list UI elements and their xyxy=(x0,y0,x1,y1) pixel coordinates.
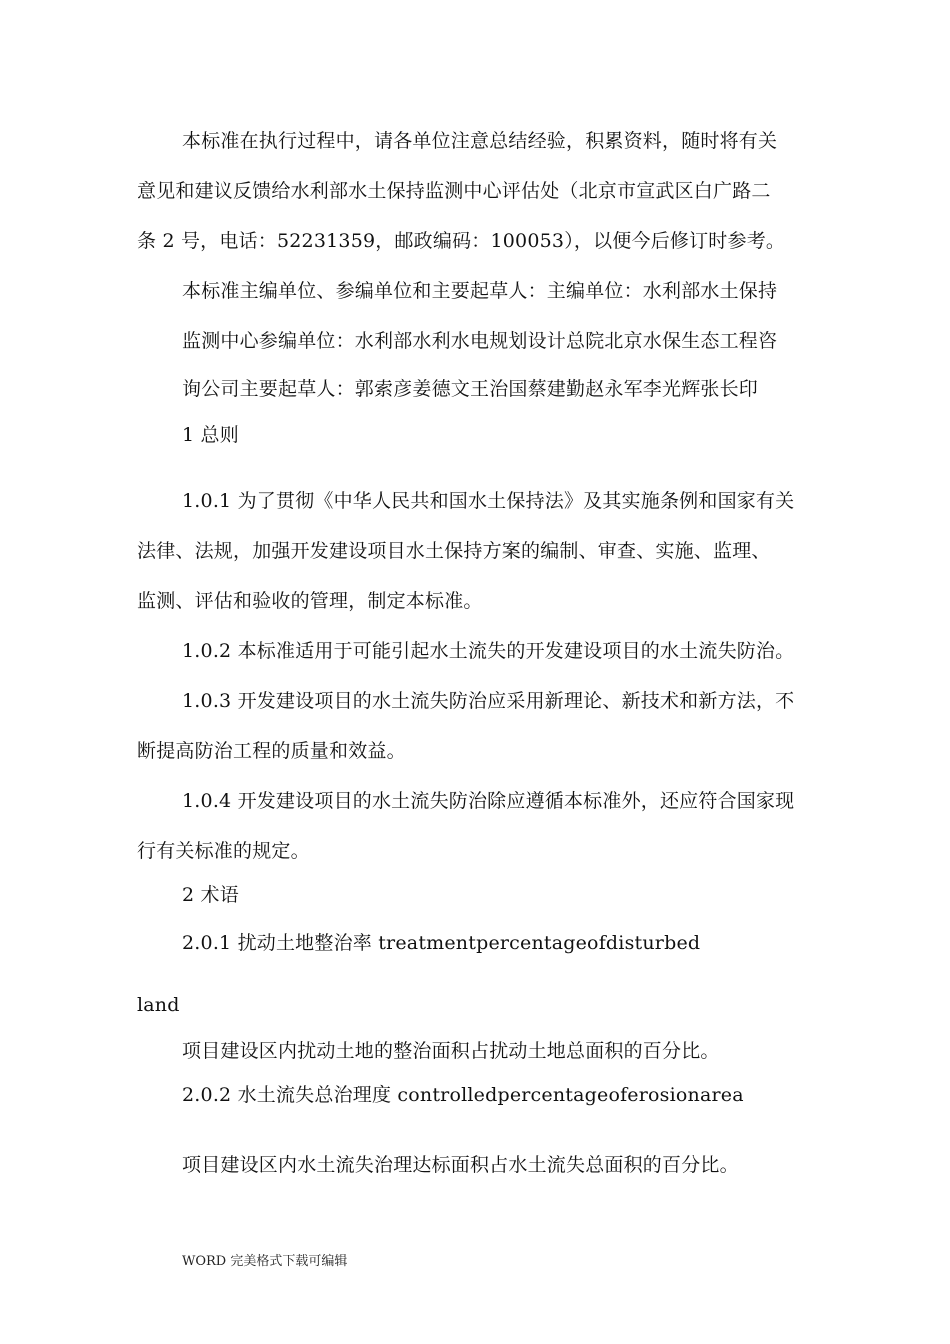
paragraph-line: 监测、评估和验收的管理，制定本标准。 xyxy=(137,590,483,612)
paragraph-line: 断提高防治工程的质量和效益。 xyxy=(137,740,406,762)
paragraph-line: 1.0.1 为了贯彻《中华人民共和国水土保持法》及其实施条例和国家有关 xyxy=(182,490,795,512)
paragraph-line: 项目建设区内水土流失治理达标面积占水土流失总面积的百分比。 xyxy=(182,1154,739,1176)
paragraph-line: 询公司主要起草人：郭索彦姜德文王治国蔡建勤赵永军李光辉张长印 xyxy=(182,378,759,400)
paragraph-line: 1.0.4 开发建设项目的水土流失防治除应遵循本标准外，还应符合国家现 xyxy=(182,790,795,812)
paragraph-line: 意见和建议反馈给水利部水土保持监测中心评估处（北京市宣武区白广路二 xyxy=(137,180,771,202)
paragraph-line: land xyxy=(137,994,180,1016)
paragraph-line: 1.0.2 本标准适用于可能引起水土流失的开发建设项目的水土流失防治。 xyxy=(182,640,795,662)
section-heading: 2 术语 xyxy=(182,884,239,906)
section-heading: 1 总则 xyxy=(182,424,239,446)
term-heading: 2.0.2 水土流失总治理度 controlledpercentageoferosionarea xyxy=(182,1084,744,1106)
paragraph-line: 条 2 号，电话：52231359，邮政编码：100053），以便今后修订时参考。 xyxy=(137,230,786,252)
paragraph-line: 本标准在执行过程中，请各单位注意总结经验，积累资料，随时将有关 xyxy=(182,130,778,152)
paragraph-line: 监测中心参编单位：水利部水利水电规划设计总院北京水保生态工程咨 xyxy=(182,330,778,352)
paragraph-line: 1.0.3 开发建设项目的水土流失防治应采用新理论、新技术和新方法，不 xyxy=(182,690,795,712)
paragraph-line: 行有关标准的规定。 xyxy=(137,840,310,862)
term-heading: 2.0.1 扰动土地整治率 treatmentpercentageofdisturbed xyxy=(182,932,701,954)
page-footer: WORD 完美格式下载可编辑 xyxy=(182,1254,348,1269)
paragraph-line: 项目建设区内扰动土地的整治面积占扰动土地总面积的百分比。 xyxy=(182,1040,720,1062)
paragraph-line: 本标准主编单位、参编单位和主要起草人：主编单位：水利部水土保持 xyxy=(182,280,778,302)
paragraph-line: 法律、法规，加强开发建设项目水土保持方案的编制、审查、实施、监理、 xyxy=(137,540,771,562)
